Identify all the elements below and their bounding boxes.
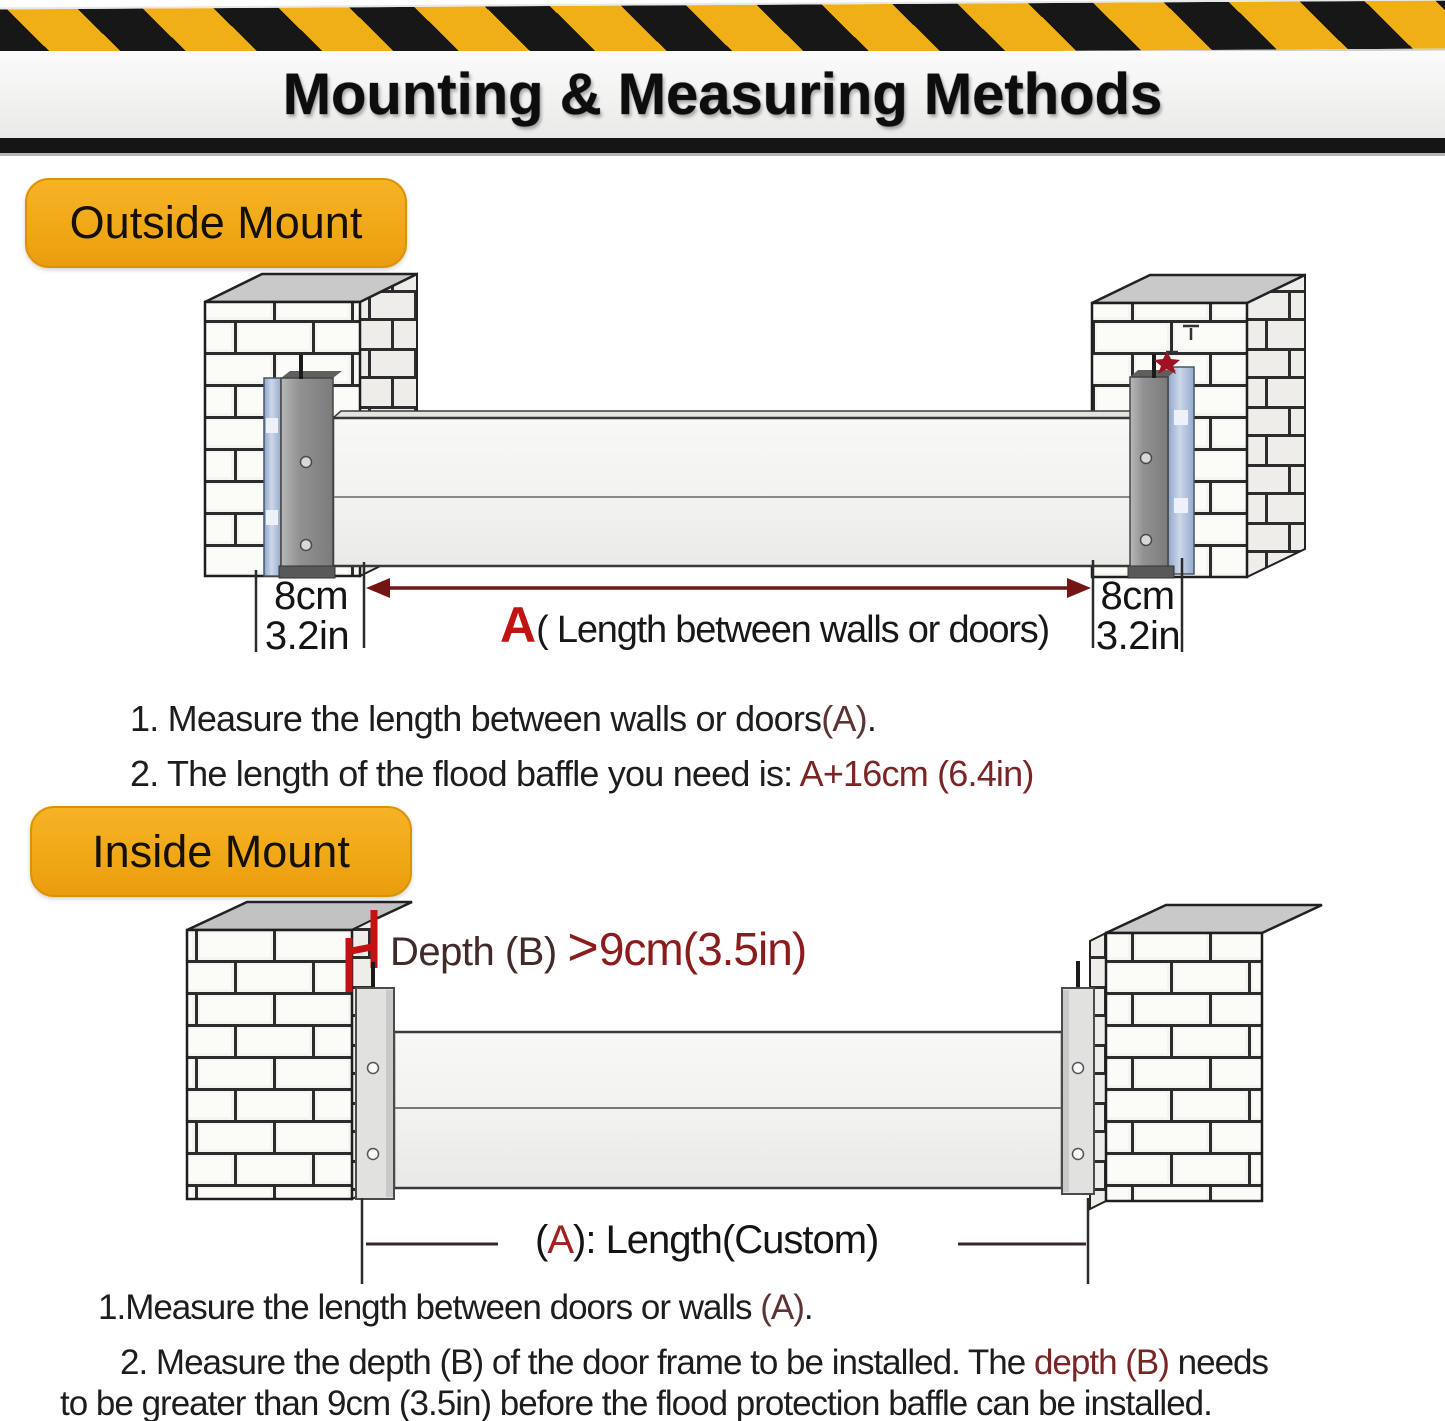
right-mounting-channel: [1168, 367, 1194, 574]
custom-length-a: A: [547, 1218, 574, 1262]
span-length-a: A: [500, 597, 537, 653]
page-title: Mounting & Measuring Methods: [282, 62, 1163, 127]
outside-step-1-text: 1. Measure the length between walls or doors: [130, 698, 822, 739]
inside-step-1-mark: (A): [760, 1288, 804, 1327]
outside-mount-badge: [25, 178, 407, 268]
depth-gt-symbol: >: [567, 917, 599, 977]
inside-step-1-text: 1.Measure the length between doors or walls: [98, 1288, 761, 1327]
inside-mount-badge-label: Inside Mount: [92, 825, 350, 877]
anchor-pin: [371, 962, 375, 989]
flood-barrier-panel: [333, 411, 1141, 566]
inside-step-3-text: to be greater than 9cm (3.5in) before the flood protection baffle can be installed.: [60, 1384, 1212, 1421]
left-offset-inch-value: 3.2in: [264, 614, 350, 658]
title-underline-bar: [0, 138, 1445, 156]
screw-hole: [368, 1063, 379, 1074]
outside-step-1-mark: (A): [821, 698, 867, 739]
right-mounting-post: [1062, 961, 1094, 1194]
inside-step-2-text: 2. Measure the depth (B) of the door frame to be installed. The: [120, 1343, 1034, 1382]
barrier-panel: [394, 1032, 1062, 1188]
screw-hole: [1073, 1149, 1084, 1160]
outside-step-2: [130, 753, 1034, 795]
inside-step-2-continued: [60, 1384, 1212, 1421]
depth-value-text: 9cm(3.5in): [598, 923, 807, 975]
inside-step-2-end: needs: [1168, 1343, 1269, 1382]
anchor-pin: [1076, 961, 1080, 988]
right-offset-cm: [1093, 574, 1182, 619]
anchor-pin: [1152, 354, 1156, 378]
inside-step-2: [120, 1343, 1268, 1383]
depth-label-text: Depth (B): [390, 930, 568, 974]
outside-step-1-end: .: [866, 698, 877, 739]
inside-step-1: [98, 1288, 813, 1328]
outside-step-2-text: 2. The length of the flood baffle you need is:: [130, 753, 800, 794]
inside-mount-badge: [30, 806, 412, 897]
span-length-label: [500, 596, 1049, 654]
span-length-text: ( Length between walls or doors): [536, 609, 1050, 651]
depth-requirement-label: [390, 916, 806, 978]
screw-hole: [1141, 453, 1152, 464]
custom-length-label: [535, 1218, 878, 1263]
left-mounting-post: [279, 355, 342, 578]
screw-hole: [301, 540, 312, 551]
custom-length-text: ): Length(Custom): [573, 1218, 879, 1262]
left-offset-inch: [250, 614, 364, 659]
screw-hole: [368, 1149, 379, 1160]
left-offset-cm-value: 8cm: [273, 574, 349, 618]
outside-step-2-mark: A+16cm (6.4in): [799, 753, 1034, 794]
inside-step-1-end: .: [803, 1288, 813, 1327]
right-offset-inch: [1090, 614, 1186, 659]
anchor-pin: [299, 355, 303, 379]
left-mounting-post: [356, 962, 394, 1199]
screw-hole: [1073, 1063, 1084, 1074]
outside-mount-badge-label: Outside Mount: [69, 197, 363, 248]
left-mounting-channel: [264, 378, 281, 576]
screw-hole: [301, 457, 312, 468]
title-band: [0, 51, 1445, 138]
right-pillar: [1090, 905, 1322, 1209]
left-offset-cm: [258, 574, 364, 619]
outside-step-1: [130, 698, 876, 740]
right-offset-cm-value: 8cm: [1100, 574, 1175, 618]
screw-hole: [1141, 535, 1152, 546]
right-offset-inch-value: 3.2in: [1095, 614, 1181, 658]
inside-step-2-mark: depth (B): [1033, 1343, 1169, 1382]
custom-length-open: (: [535, 1218, 548, 1262]
